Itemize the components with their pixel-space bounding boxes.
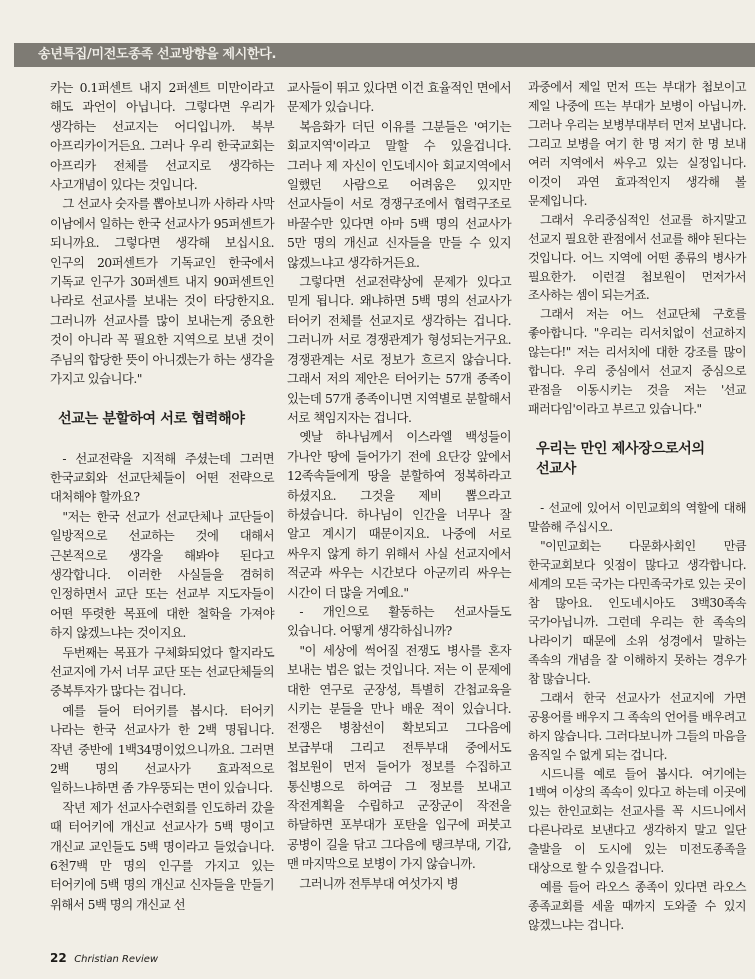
paragraph: 그래서 우리중심적인 선교를 하지말고 선교지 필요한 관점에서 선교를 해야 된다는 것입니다. 어느 지역에 어떤 종류의 병사가 필요한가. 이런걸 첩보원이 먼저가서 조사하는 셈이 되는거죠. <box>528 212 746 303</box>
paragraph: 예를 들어 라오스 종족이 있다면 라오스 종족교회를 세울 때까지 도와줄 수 있지 않겠느냐는 겁니다. <box>528 880 746 933</box>
interview-question: - 선교에 있어서 이민교회의 역할에 대해 말씀해 주십시오. <box>528 501 746 535</box>
paragraph: 옛날 하나님께서 이스라엘 백성들이 가나안 땅에 들어가기 전에 요단강 앞에서 12족속들에게 땅을 분할하여 정복하라고 하셨지요. 그것을 제비 뽑으라고 하셨습니다. 하나님이 인간을 너무나 잘 알고 계시기 때문이지요. 나중에 서로 싸우지 않게 하기 위해서 사실 선교지에서 적군과 싸우는 시간보다 아군끼리 싸우는 시간이 더 많을 거예요." <box>287 429 511 600</box>
paragraph: 그 선교사 숫자를 뽑아보니까 사하라 사막 이남에서 일하는 한국 선교사가 95퍼센트가 되니까요. 그렇다면 생각해 보십시요. 인구의 20퍼센트가 기독교인 한국에서 기독교 인구가 30퍼센트 내지 90퍼센트인 나라로 선교사를 보내는 것이 타당한지요. 그러니까 선교사를 많이 보내는게 중요한 것이 아니라 꼭 필요한 지역으로 보낸 것이 주님의 합당한 뜻이 아니겠는가 하는 생각을 가지고 있습니다." <box>50 196 274 387</box>
paragraph: 그래서 저는 어느 선교단체 구호를 좋아합니다. "우리는 리서치없이 선교하지 않는다!" 저는 리서치에 대한 강조를 많이 합니다. 우리 중심에서 선교지 중심으로 관점을 이동시키는 것을 저는 '선교 패러다임'이라고 부르고 있습니다." <box>528 307 746 417</box>
magazine-name: Christian Review <box>74 954 159 965</box>
page-number: 22 <box>50 951 67 965</box>
paragraph: 예를 들어 터어키를 봅시다. 터어키 나라는 한국 선교사가 한 2백 명됩니다. 작년 중반에 1백34명이었으니까요. 그러면 2백 명의 선교사가 효과적으로 일하느냐하면 좀 갸우뚱되는 면이 있습니다. <box>50 702 274 796</box>
paragraph: 과중에서 제일 먼저 뜨는 부대가 첩보이고 제일 나중에 뜨는 부대가 보병이 아닙니까. 그러나 우리는 보병부대부터 먼저 보냅니다. 그리고 보병을 여기 한 명 저기 한 명 보내 여러 지역에서 싸우고 있는 실정입니다. 이것이 과연 효과적인지 생각해 볼 문제입니다. <box>528 80 746 208</box>
section-heading: 선교는 분할하여 서로 협력해야 <box>58 410 245 427</box>
article-column-2 <box>287 78 511 893</box>
paragraph: "이민교회는 다문화사회인 만큼 한국교회보다 잇점이 많다고 생각합니다. 세계의 모든 국가는 다민족국가로 있는 곳이 참 많아요. 인도네시아도 3백30족속 국가아닙니까. 그런데 우리는 한 족속의 나라이기 때문에 소위 성경에서 말하는 족속의 개념을 잘 이해하지 못하는 경우가 참 많습니다. <box>528 539 746 686</box>
interview-question: - 선교전략을 지적해 주셨는데 그러면 한국교회와 선교단체들이 어떤 전략으로 대처해야 할까요? <box>50 450 274 505</box>
paragraph: 그래서 한국 선교사가 선교지에 가면 공용어를 배우지 그 족속의 언어를 배우려고 하지 않습니다. 그러다보니까 그들의 마음을 움직일 수 없게 되는 겁니다. <box>528 690 746 762</box>
section-header-title: 송년특집/미전도종족 선교방향을 제시한다. <box>38 47 277 62</box>
paragraph: 작년 제가 선교사수련회를 인도하러 갔을 때 터어키에 개신교 선교사가 5백 명이고 개신교 교인들도 5백 명이라고 들었습니다. 6천7백 만 명의 인구를 가지고 있는 터어키에 5백 명의 개신교 신자들을 만들기 위해서 5백 명의 개신교 선 <box>50 799 274 912</box>
section-header-band <box>14 43 755 67</box>
paragraph: 그렇다면 선교전략상에 문제가 있다고 믿게 됩니다. 왜냐하면 5백 명의 선교사가 터어키 전체를 선교지로 생각하는 겁니다. 그러니까 서로 경쟁관계가 형성되는거구요. 경쟁관계는 서로 정보가 흐르지 않습니다. 그래서 저의 제안은 터어키는 57개 종족이 있는데 57개 종족이니면 지역별로 분할해서 서로 책임지자는 겁니다. <box>287 274 511 425</box>
section-heading: 우리는 만인 제사장으로서의 선교사 <box>536 441 705 478</box>
paragraph: 교사들이 뛰고 있다면 이건 효율적인 면에서 문제가 있습니다. <box>287 80 511 115</box>
paragraph: 시드니를 예로 들어 봅시다. 여기에는 1백여 이상의 족속이 있다고 하는데 이곳에 있는 한인교회는 선교사를 꼭 시드니에서 다른나라로 보낸다고 생각하지 말고 일단 출발을 이 도시에 있는 미전도종족을 대상으로 할 수 있을겁니다. <box>528 766 746 876</box>
paragraph: "저는 한국 선교가 선교단체나 교단들이 일방적으로 선교하는 것에 대해서 근본적으로 생각을 해봐야 된다고 생각합니다. 이러한 사실들을 겸허히 인정하면서 교단 또는 선교부 지도자들이 어떤 뚜렷한 목표에 대한 철학을 가져야 하지 않겠느냐는 것이지요. <box>50 508 274 641</box>
paragraph: 그러니까 전투부대 여섯가지 병 <box>299 875 459 891</box>
paragraph: 두번째는 목표가 구체화되었다 할지라도 선교지에 가서 너무 교단 또는 선교단체들의 중복투자가 많다는 겁니다. <box>50 644 274 699</box>
paragraph: 카는 0.1퍼센트 내지 2퍼센트 미만이라고 해도 과언이 아닙니다. 그렇다면 우리가 생각하는 선교지는 어디입니까. 북부 아프리카이거든요. 그러나 우리 한국교회는 아프리카 전체를 선교지로 생각하는 사고개념이 있다는 것입니다. <box>50 80 274 193</box>
paragraph: 복음화가 더딘 이유를 그분들은 '여기는 회교지역'이라고 말할 수 있을겁니다. 그러나 제 자신이 인도네시아 회교지역에서 일했던 사람으로 어려움은 있지만 선교사들이 서로 경쟁구조에서 협력구조로 바꿀수만 있다면 아마 5백 명의 선교사가 5만 명의 개신교 신자들을 만들 수 있지 않겠느냐고 생각하거든요. <box>287 118 511 270</box>
article-column-3 <box>528 78 746 935</box>
page-footer <box>50 951 158 965</box>
paragraph: "이 세상에 썩어질 전쟁도 병사를 혼자 보내는 법은 없는 것입니다. 저는 이 문제에 대한 연구로 군장성, 특별히 간첩교육을 시키는 분들을 만나 배운 적이 있습니다. 전쟁은 병참선이 확보되고 그다음에 보급부대 그리고 전투부대 중에서도 첩보원이 먼저 들어가 정보를 수집하고 통신병으로 하여금 그 정보를 보내고 작전계획을 수립하고 군장군이 작전을 하달하면 포부대가 포탄을 입구에 퍼붓고 공병이 길을 닦고 그다음에 탱크부대, 기갑, 맨 마지막으로 보병이 가지 않습니까. <box>287 642 511 872</box>
article-column-1 <box>50 78 274 914</box>
interview-question: - 개인으로 활동하는 선교사들도 있습니다. 어떻게 생각하십니까? <box>287 603 511 639</box>
